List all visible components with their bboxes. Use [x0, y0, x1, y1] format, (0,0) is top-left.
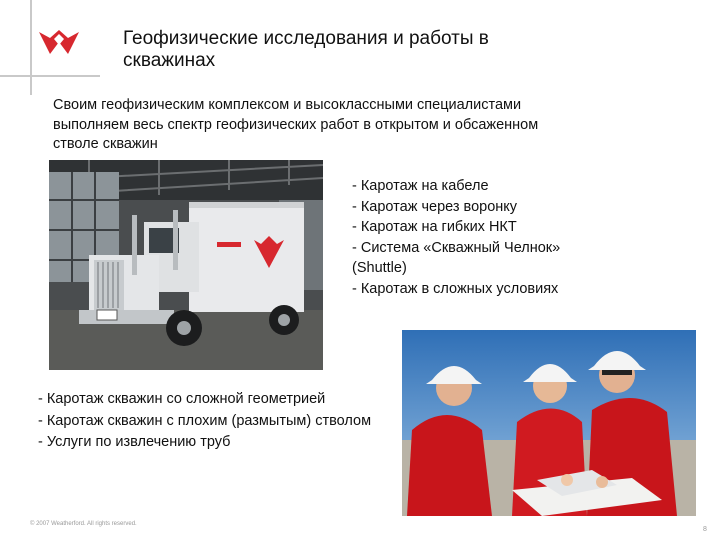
intro-paragraph [53, 96, 693, 155]
services-list-left [38, 389, 398, 454]
services-list-right [352, 176, 652, 299]
company-logo-icon [38, 28, 80, 58]
intro-line-3: стволе скважин [53, 136, 158, 152]
service-item: - Каротаж в сложных условиях [352, 280, 559, 297]
intro-line-1: Своим геофизическим комплексом и высокласcными специалистами [53, 97, 522, 113]
title-line-2: скважинах [123, 50, 216, 71]
intro-line-2: выполняем весь спектр геофизических работ в открытом и обсаженном [53, 116, 539, 133]
decor-horizontal-line [0, 75, 100, 77]
service-item: - Каротаж скважин со сложной геометрией [38, 391, 326, 407]
service-item: - Услуги по извлечению труб [38, 434, 231, 450]
title-line-1: Геофизические исследования и работы в [123, 28, 489, 49]
service-item: - Каротаж на кабеле [352, 178, 489, 194]
service-item: (Shuttle) [352, 260, 407, 276]
service-item: - Каротаж скважин с плохим (размытым) стволом [38, 412, 372, 429]
service-item: - Каротаж на гибких НКТ [352, 219, 517, 235]
page-number: 8 [703, 526, 707, 533]
page-title [123, 28, 683, 72]
logging-truck-photo [49, 160, 323, 370]
decor-vertical-line [30, 0, 32, 95]
service-item: - Система «Скважный Челнок» [352, 239, 561, 256]
engineers-photo [402, 330, 696, 516]
service-item: - Каротаж через воронку [352, 198, 518, 215]
copyright-text: © 2007 Weatherford. All rights reserved. [30, 521, 137, 527]
